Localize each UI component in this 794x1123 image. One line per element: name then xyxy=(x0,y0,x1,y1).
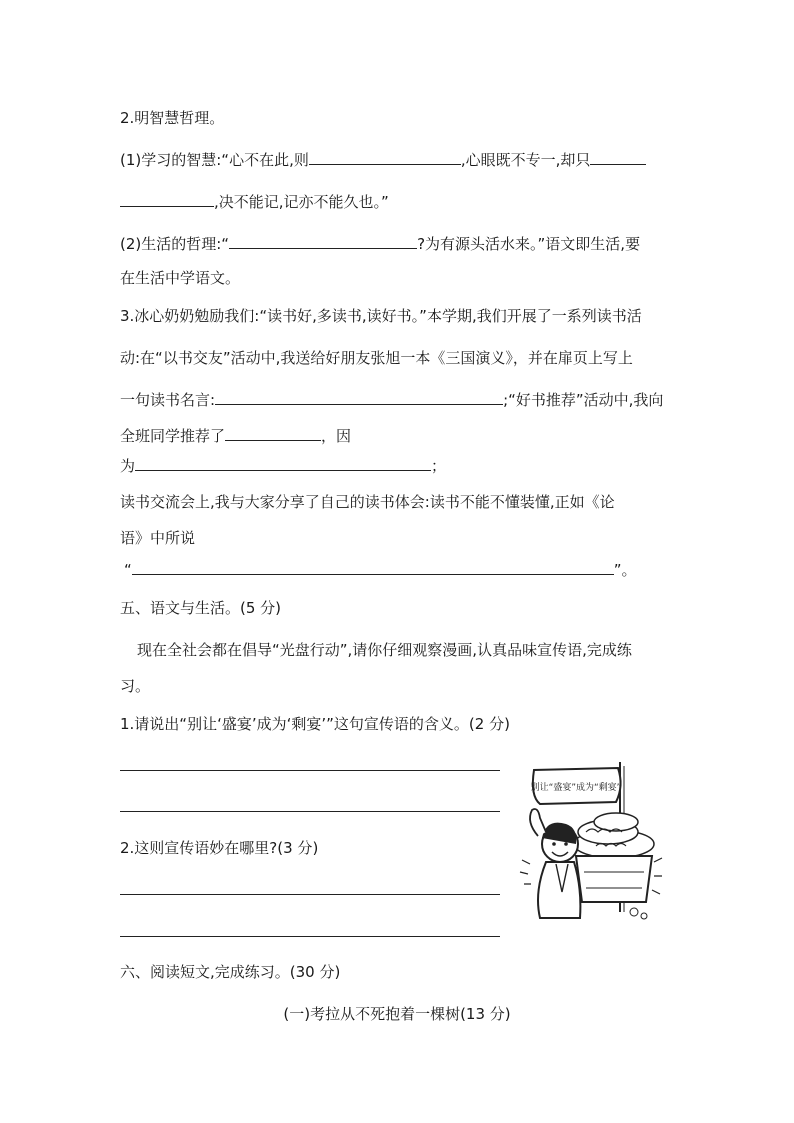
q2-1-line1: (1)学习的智慧:“心不在此,则 ,心眼既不专一,却只 xyxy=(120,150,646,170)
q3-line1: 3.冰心奶奶勉励我们:“读书好,多读书,读好书。”本学期,我们开展了一系列读书活 xyxy=(120,307,642,325)
cartoon-illustration xyxy=(516,752,664,922)
section5-intro-line1: 现在全社会都在倡导“光盘行动”,请你仔细观察漫画,认真品味宣传语,完成练 xyxy=(137,641,632,659)
answer-line[interactable] xyxy=(120,811,500,812)
q2-1-line2: ,决不能记,记亦不能久也。” xyxy=(120,192,389,212)
cartoon-drawing xyxy=(516,752,664,922)
q3-line7: 语》中所说 xyxy=(120,529,196,547)
answer-blank[interactable] xyxy=(215,390,503,405)
section5-heading: 五、语文与生活。(5 分) xyxy=(120,599,282,617)
q3-line8: “ ”。 xyxy=(124,561,637,579)
section6-subtitle: (一)考拉从不死抱着一棵树(13 分) xyxy=(283,1005,511,1023)
answer-blank[interactable] xyxy=(590,150,646,165)
section5-intro-line2: 习。 xyxy=(120,677,151,695)
q2-2-line2: 在生活中学语文。 xyxy=(120,269,241,287)
answer-line[interactable] xyxy=(120,770,500,771)
answer-line[interactable] xyxy=(120,936,500,937)
q2-title: 2.明智慧哲理。 xyxy=(120,109,225,127)
q2-2-line1: (2)生活的哲理:“ ?为有源头活水来。”语文即生活,要 xyxy=(120,235,641,253)
section5-q1: 1.请说出“别让‘盛宴’成为‘剩宴’”这句宣传语的含义。(2 分) xyxy=(120,715,510,733)
section6-heading: 六、阅读短文,完成练习。(30 分) xyxy=(120,963,341,981)
q3-line4: 全班同学推荐了 ，因 xyxy=(120,427,352,445)
answer-blank[interactable] xyxy=(135,456,431,471)
q3-line3: 一句读书名言: ;“好书推荐”活动中,我向 xyxy=(120,391,664,409)
answer-blank[interactable] xyxy=(225,426,321,441)
section5-q2: 2.这则宣传语妙在哪里?(3 分) xyxy=(120,839,319,857)
answer-blank[interactable] xyxy=(229,234,417,249)
answer-blank[interactable] xyxy=(132,560,614,575)
q3-line2: 动:在“以书交友”活动中,我送给好朋友张旭一本《三国演义》，并在扉页上写上 xyxy=(120,349,633,367)
answer-line[interactable] xyxy=(120,894,500,895)
q3-line5: 为 ； xyxy=(120,457,447,475)
answer-blank[interactable] xyxy=(309,150,461,165)
answer-blank[interactable] xyxy=(120,192,214,207)
cartoon-sign-text: 别让“盛宴”成为“剩宴” xyxy=(530,783,622,793)
q3-line6: 读书交流会上,我与大家分享了自己的读书体会:读书不能不懂装懂,正如《论 xyxy=(120,493,615,511)
